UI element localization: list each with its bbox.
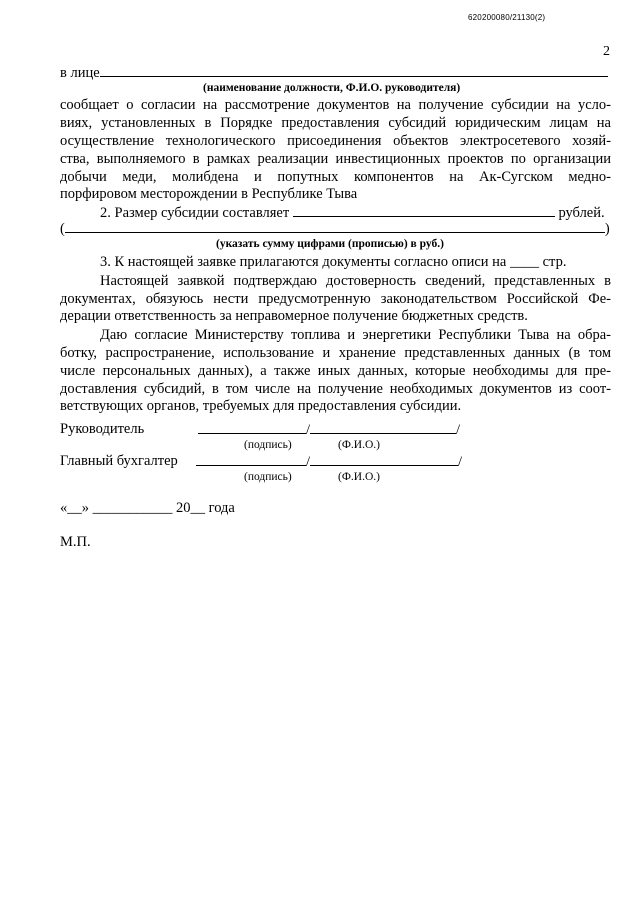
representative-blank[interactable] [100,64,608,77]
subsidy-hint: (указать сумму цифрами (прописью) в руб.) [216,238,444,250]
page-number: 2 [603,44,610,59]
ministry-consent-line-5: ветствующих органов, требуемых для предоставления субсидии. [60,398,462,414]
signature-head-name-blank[interactable] [310,421,456,434]
attachments-text: 3. К настоящей заявке прилагаются документы согласно описи на [100,254,507,270]
subsidy-amount-blank[interactable] [293,204,555,217]
signature-accountant-end-slash: / [458,454,463,470]
subsidy-unit: рублей. [558,205,605,221]
signature-accountant-role: Главный бухгалтер [60,453,178,469]
date-year-blank[interactable]: __ [190,500,205,516]
consent-line-4: ства, выполняемого в рамках реализации инвестиционных проектов по организации [60,151,611,167]
date-close-quote: » [81,500,89,516]
signature-head-sign-blank[interactable] [198,421,306,434]
date-open-quote: « [60,500,68,516]
representative-line [60,64,608,82]
date-suffix: года [208,500,235,516]
document-id: 620200080/21130(2) [468,13,546,22]
ministry-consent-line-3: числе персональных данных), а также иных данных, которые необходимы для пре- [60,363,611,379]
signature-accountant-name-blank[interactable] [310,453,458,466]
signature-accountant-slash: / [306,454,311,470]
signature-head-role: Руководитель [60,421,145,437]
signature-head-end-slash: / [456,422,461,438]
consent-line-1: сообщает о согласии на рассмотрение документов на получение субсидии на усло- [60,97,611,113]
ministry-consent-line-4: доставления субсидий, в том числе на получение необходимых документов из соот- [60,381,611,397]
subsidy-words-line [60,220,610,238]
confirmation-line-1: Настоящей заявкой подтверждаю достоверность сведений, представленных в [100,273,611,289]
subsidy-close-paren: ) [604,221,610,237]
stamp-place: М.П. [60,534,91,550]
attachments-line [100,254,566,271]
subsidy-words-blank[interactable] [65,220,605,233]
signature-accountant-line [196,453,462,471]
subsidy-label: 2. Размер субсидии составляет [100,205,290,221]
consent-line-6: порфировом месторождении в Республике Тыва [60,186,358,202]
ministry-consent-line-1: Даю согласие Министерству топлива и энергетики Республики Тыва на обра- [100,327,611,343]
signature-head-slash: / [306,422,311,438]
signature-head-line [198,421,460,439]
date-century: 20 [176,500,191,516]
signature-accountant-sign-blank[interactable] [196,453,306,466]
confirmation-line-3: дерации ответственность за неправомерное получение бюджетных средств. [60,308,528,324]
consent-line-2: виях, установленных в Порядке предоставления субсидий юридическим лицам на [60,115,611,131]
date-line [60,500,235,517]
consent-line-5: добычи меди, молибдена и попутных компонентов на Ак-Сугском медно- [60,169,611,185]
attachments-unit: стр. [542,254,567,270]
attachments-pages-blank[interactable]: ____ [510,254,539,270]
signature-accountant-name-hint: (Ф.И.О.) [338,471,380,483]
confirmation-line-2: документах, обязуюсь нести предусмотренную законодательством Российской Фе- [60,291,611,307]
date-month-blank[interactable]: ___________ [92,500,173,516]
signature-head-name-hint: (Ф.И.О.) [338,439,380,451]
date-day-blank[interactable]: __ [67,500,82,516]
representative-prefix: в лице [60,65,100,81]
signature-head-sign-hint: (подпись) [244,439,292,451]
representative-hint: (наименование должности, Ф.И.О. руководителя) [203,82,461,94]
signature-accountant-sign-hint: (подпись) [244,471,292,483]
ministry-consent-line-2: ботку, распространение, использование и хранение представленных данных (в том [60,345,611,361]
subsidy-open-paren: ( [60,221,65,237]
consent-line-3: осуществление технологического присоединения объектов электросетевого хозяй- [60,133,611,149]
